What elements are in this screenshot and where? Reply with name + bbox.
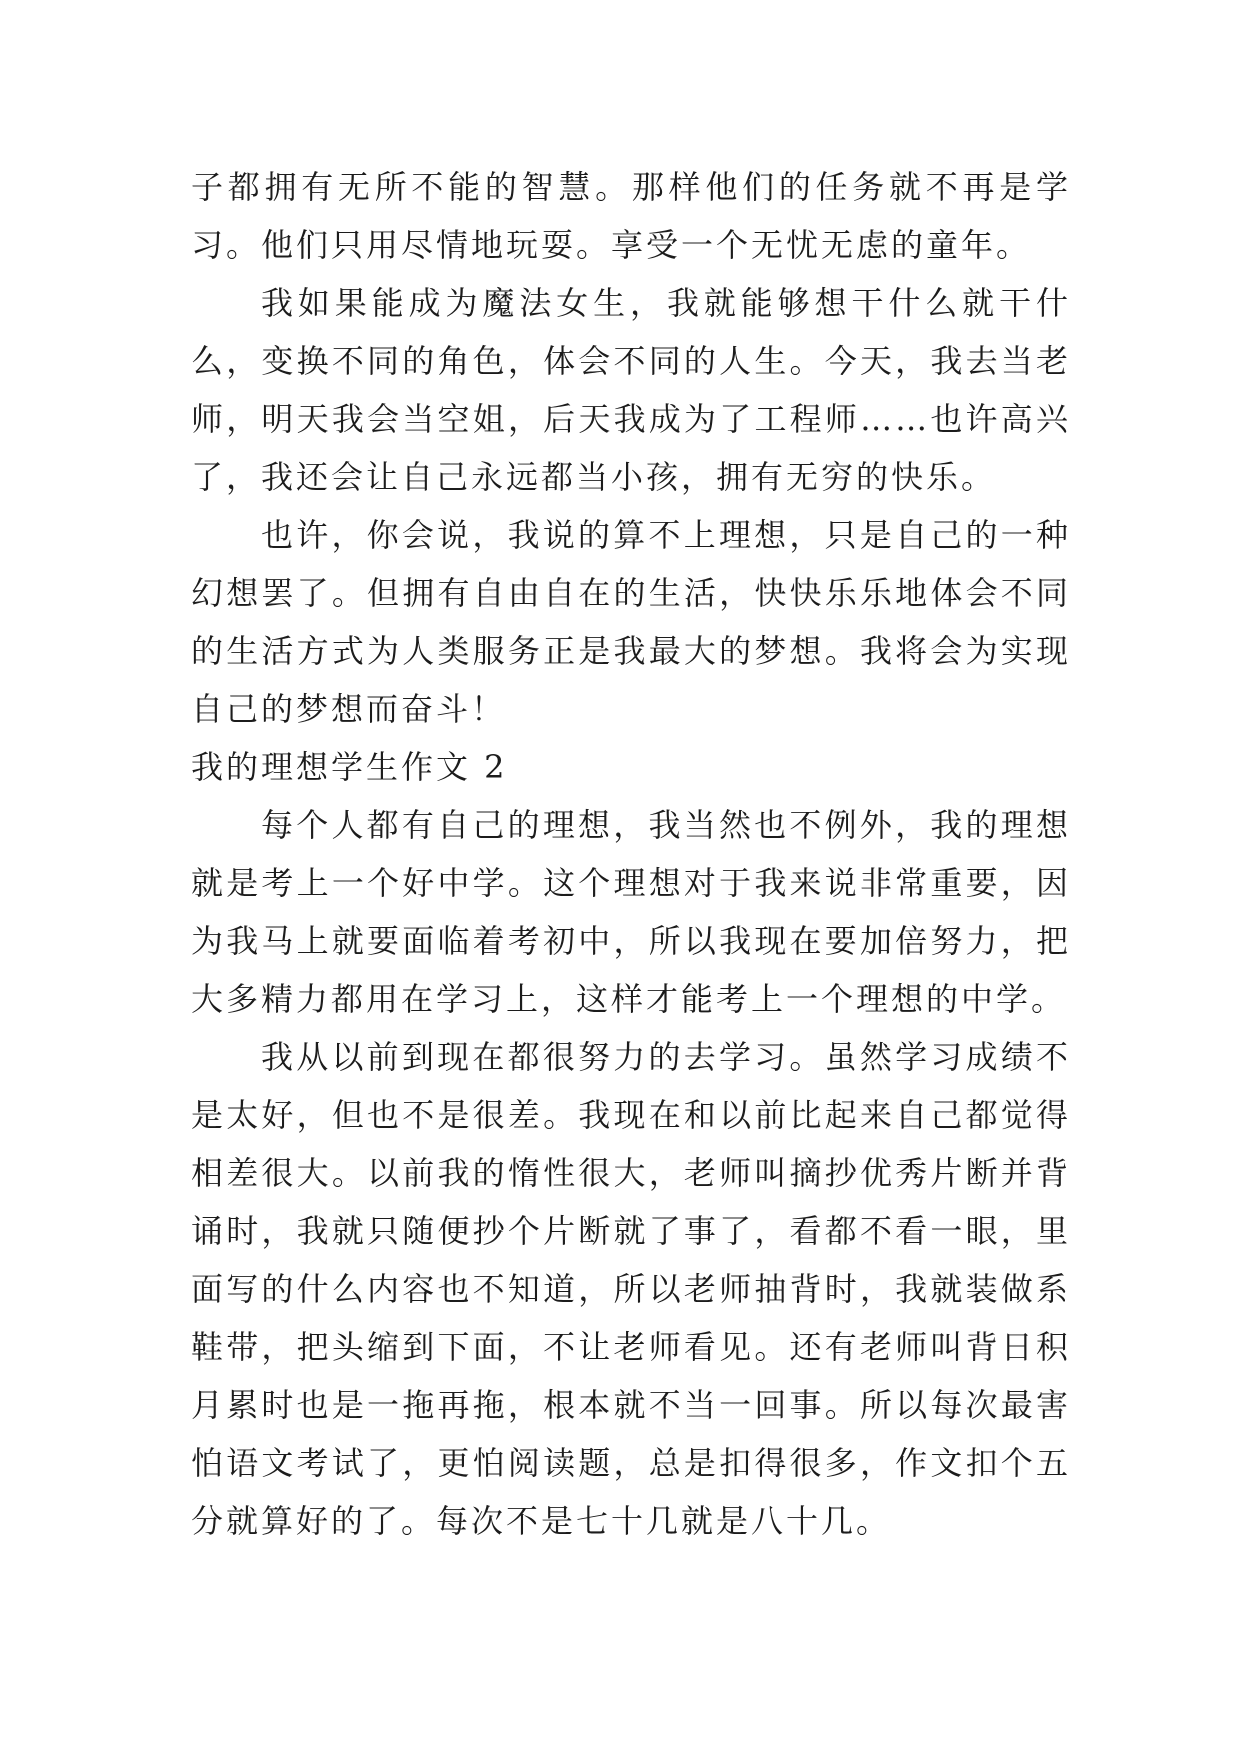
paragraph-2: 我如果能成为魔法女生，我就能够想干什么就干什么，变换不同的角色，体会不同的人生。今天，我去当老师，明天我会当空姐，后天我成为了工程师……也许高兴了，我还会让自己永远都当小孩，拥有无穷的快乐。: [191, 284, 1071, 496]
paragraph-3: 也许，你会说，我说的算不上理想，只是自己的一种幻想罢了。但拥有自由自在的生活，快快乐乐地体会不同的生活方式为人类服务正是我最大的梦想。我将会为实现自己的梦想而奋斗！: [191, 516, 1071, 728]
paragraph-1: 子都拥有无所不能的智慧。那样他们的任务就不再是学习。他们只用尽情地玩耍。享受一个无忧无虑的童年。: [191, 168, 1071, 264]
section-heading: 我的理想学生作文 2: [191, 748, 508, 786]
paragraph-5: 我从以前到现在都很努力的去学习。虽然学习成绩不是太好，但也不是很差。我现在和以前比起来自己都觉得相差很大。以前我的惰性很大，老师叫摘抄优秀片断并背诵时，我就只随便抄个片断就了事了，看都不看一眼，里面写的什么内容也不知道，所以老师抽背时，我就装做系鞋带，把头缩到下面，不让老师看见。还有老师叫背日积月累时也是一拖再拖，根本就不当一回事。所以每次最害怕语文考试了，更怕阅读题，总是扣得很多，作文扣个五分就算好的了。每次不是七十几就是八十几。: [191, 1038, 1071, 1540]
document-body: [191, 158, 1071, 1550]
paragraph-4: 每个人都有自己的理想，我当然也不例外，我的理想就是考上一个好中学。这个理想对于我来说非常重要，因为我马上就要面临着考初中，所以我现在要加倍努力，把大多精力都用在学习上，这样才能考上一个理想的中学。: [191, 806, 1071, 1018]
